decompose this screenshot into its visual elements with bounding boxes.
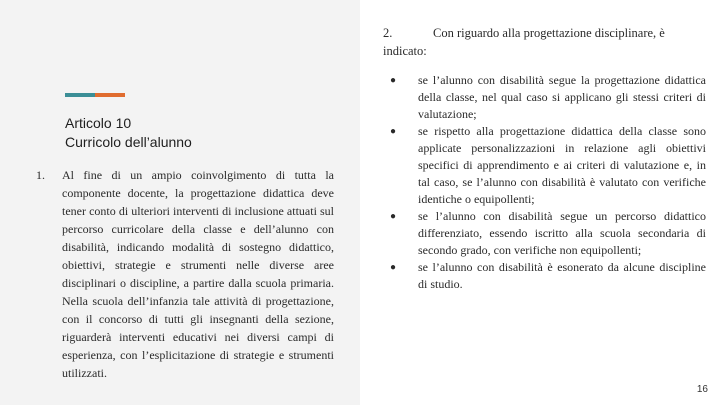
bullet-text: se rispetto alla progettazione didattica della classe sono applicate personalizzazioni in relazione agli obiettivi specifici di apprendimento e ai criteri di valutazione e, in tal caso, se l’alunno con disabilità è valutato con verifiche identiche o equipollenti; xyxy=(418,124,706,206)
page-number: 16 xyxy=(696,384,708,395)
bullet-icon: ● xyxy=(390,126,397,137)
list-item xyxy=(390,208,706,259)
paragraph-number: 2. xyxy=(383,26,393,40)
bullet-icon: ● xyxy=(390,75,397,86)
article-title: Articolo 10 xyxy=(65,115,132,131)
list-item xyxy=(390,259,706,293)
bullet-text: se l’alunno con disabilità è esonerato da alcune discipline di studio. xyxy=(418,260,706,291)
paragraph-text: Con riguardo alla progettazione disciplinare, è indicato: xyxy=(383,26,665,58)
paragraph-text: Al fine di un ampio coinvolgimento di tutta la componente docente, la progettazione didattica deve tener conto di ulteriori interventi di inclusione attuati sul percorso curricolare della classe e dell’alunno con disabilità, indicando modalità di sostegno didattico, obiettivi, strategie e strumenti nelle diverse aree disciplinari o discipline, a partire dalla scuola primaria. Nella scuola dell’infanzia tale attività di progettazione, con il concorso di tutti gli insegnanti della sezione, riguarderà interventi educativi nei diversi campi di esperienza, con l’esplicitazione di strategie e strumenti utilizzati. xyxy=(62,168,334,380)
article-paragraph-list xyxy=(36,166,334,382)
accent-bar-teal xyxy=(65,93,95,97)
list-item xyxy=(390,72,706,123)
right-intro xyxy=(383,24,703,60)
bullet-icon: ● xyxy=(390,262,397,273)
bullet-icon: ● xyxy=(390,211,397,222)
bullet-text: se l’alunno con disabilità segue un percorso didattico differenziato, essendo iscritto alla scuola secondaria di secondo grado, con verifiche non equipollenti; xyxy=(418,209,706,257)
criteria-bullet-list xyxy=(390,72,706,293)
accent-bar-orange xyxy=(95,93,125,97)
section-heading xyxy=(65,114,325,152)
article-subtitle: Curricolo dell’alunno xyxy=(65,134,192,150)
list-item xyxy=(390,123,706,208)
list-item xyxy=(36,166,334,382)
bullet-text: se l’alunno con disabilità segue la progettazione didattica della classe, nel qual caso si applicano gli stessi criteri di valutazione; xyxy=(418,73,706,121)
paragraph-number: 1. xyxy=(36,168,45,182)
